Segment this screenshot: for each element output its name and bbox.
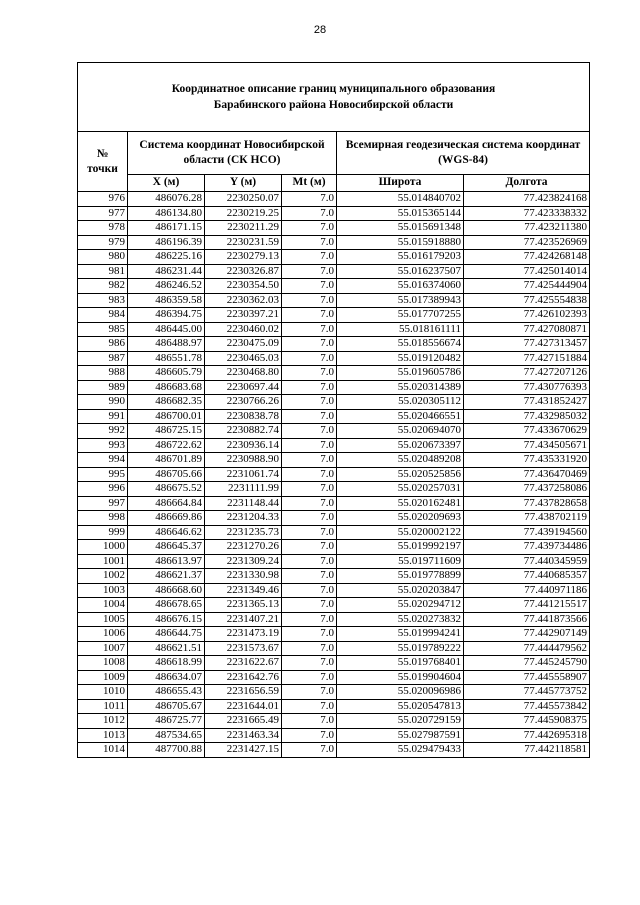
longitude-cell: 77.440345959 — [464, 554, 590, 569]
y-cell: 2231642.76 — [205, 670, 282, 685]
x-cell: 486669.86 — [128, 511, 205, 526]
latitude-cell: 55.019768401 — [337, 656, 464, 671]
y-cell: 2231463.34 — [205, 728, 282, 743]
y-cell: 2231061.74 — [205, 467, 282, 482]
table-row — [78, 380, 590, 395]
mt-cell: 7.0 — [282, 569, 337, 584]
header-wgs-system: Всемирная геодезическая система координат (WGS-84) — [337, 132, 590, 175]
latitude-cell: 55.020525856 — [337, 467, 464, 482]
mt-cell: 7.0 — [282, 670, 337, 685]
x-cell: 487534.65 — [128, 728, 205, 743]
y-cell: 2230766.26 — [205, 395, 282, 410]
table-title-line-2: Барабинского района Новосибирской области — [213, 99, 454, 111]
longitude-cell: 77.427313457 — [464, 337, 590, 352]
table-row — [78, 264, 590, 279]
latitude-cell: 55.014840702 — [337, 192, 464, 207]
point-number-cell: 1008 — [78, 656, 128, 671]
latitude-cell: 55.018161111 — [337, 322, 464, 337]
header-point-number: № точки — [78, 132, 128, 192]
x-cell: 486621.37 — [128, 569, 205, 584]
table-row — [78, 525, 590, 540]
y-cell: 2231644.01 — [205, 699, 282, 714]
table-row — [78, 670, 590, 685]
x-cell: 486655.43 — [128, 685, 205, 700]
longitude-cell: 77.430776393 — [464, 380, 590, 395]
point-number-cell: 983 — [78, 293, 128, 308]
longitude-cell: 77.442907149 — [464, 627, 590, 642]
point-number-cell: 1001 — [78, 554, 128, 569]
mt-cell: 7.0 — [282, 293, 337, 308]
y-cell: 2231365.13 — [205, 598, 282, 613]
coordinates-table — [77, 62, 590, 758]
y-cell: 2230475.09 — [205, 337, 282, 352]
longitude-cell: 77.442118581 — [464, 743, 590, 758]
y-cell: 2231656.59 — [205, 685, 282, 700]
latitude-cell: 55.020305112 — [337, 395, 464, 410]
x-cell: 486664.84 — [128, 496, 205, 511]
point-number-cell: 1000 — [78, 540, 128, 555]
x-cell: 486645.37 — [128, 540, 205, 555]
latitude-cell: 55.017389943 — [337, 293, 464, 308]
longitude-cell: 77.445908375 — [464, 714, 590, 729]
table-row — [78, 743, 590, 758]
table-row — [78, 482, 590, 497]
latitude-cell: 55.015918880 — [337, 235, 464, 250]
y-cell: 2231407.21 — [205, 612, 282, 627]
longitude-cell: 77.423824168 — [464, 192, 590, 207]
mt-cell: 7.0 — [282, 583, 337, 598]
longitude-cell: 77.440685357 — [464, 569, 590, 584]
table-row — [78, 728, 590, 743]
table-row — [78, 337, 590, 352]
y-cell: 2230460.02 — [205, 322, 282, 337]
longitude-cell: 77.445773752 — [464, 685, 590, 700]
point-number-cell: 992 — [78, 424, 128, 439]
y-cell: 2230279.13 — [205, 250, 282, 265]
point-number-cell: 990 — [78, 395, 128, 410]
y-cell: 2230988.90 — [205, 453, 282, 468]
x-cell: 486394.75 — [128, 308, 205, 323]
table-row — [78, 308, 590, 323]
point-number-cell: 1012 — [78, 714, 128, 729]
mt-cell: 7.0 — [282, 308, 337, 323]
longitude-cell: 77.438702119 — [464, 511, 590, 526]
longitude-cell: 77.445245790 — [464, 656, 590, 671]
point-number-cell: 982 — [78, 279, 128, 294]
point-number-cell: 999 — [78, 525, 128, 540]
x-cell: 486488.97 — [128, 337, 205, 352]
header-mt: Mt (м) — [282, 175, 337, 192]
table-body — [78, 192, 590, 758]
table-row — [78, 641, 590, 656]
table-row — [78, 235, 590, 250]
point-number-cell: 980 — [78, 250, 128, 265]
y-cell: 2230697.44 — [205, 380, 282, 395]
point-number-cell: 989 — [78, 380, 128, 395]
mt-cell: 7.0 — [282, 482, 337, 497]
table-row — [78, 424, 590, 439]
latitude-cell: 55.020096986 — [337, 685, 464, 700]
point-number-cell: 976 — [78, 192, 128, 207]
point-number-cell: 996 — [78, 482, 128, 497]
latitude-cell: 55.020257031 — [337, 482, 464, 497]
point-number-cell: 994 — [78, 453, 128, 468]
latitude-cell: 55.018556674 — [337, 337, 464, 352]
latitude-cell: 55.019994241 — [337, 627, 464, 642]
x-cell: 486705.67 — [128, 699, 205, 714]
x-cell: 486725.15 — [128, 424, 205, 439]
point-number-cell: 993 — [78, 438, 128, 453]
point-number-cell: 988 — [78, 366, 128, 381]
y-cell: 2231330.98 — [205, 569, 282, 584]
point-number-cell: 1011 — [78, 699, 128, 714]
y-cell: 2231204.33 — [205, 511, 282, 526]
latitude-cell: 55.019120482 — [337, 351, 464, 366]
x-cell: 486705.66 — [128, 467, 205, 482]
mt-cell: 7.0 — [282, 540, 337, 555]
mt-cell: 7.0 — [282, 743, 337, 758]
y-cell: 2230397.21 — [205, 308, 282, 323]
longitude-cell: 77.425444904 — [464, 279, 590, 294]
table-row — [78, 467, 590, 482]
table-row — [78, 351, 590, 366]
mt-cell: 7.0 — [282, 424, 337, 439]
x-cell: 486618.99 — [128, 656, 205, 671]
point-number-cell: 997 — [78, 496, 128, 511]
longitude-cell: 77.435331920 — [464, 453, 590, 468]
point-number-cell: 978 — [78, 221, 128, 236]
point-number-cell: 1010 — [78, 685, 128, 700]
longitude-cell: 77.433670629 — [464, 424, 590, 439]
point-number-cell: 1007 — [78, 641, 128, 656]
table-row — [78, 540, 590, 555]
longitude-cell: 77.427207126 — [464, 366, 590, 381]
table-row — [78, 279, 590, 294]
mt-cell: 7.0 — [282, 699, 337, 714]
x-cell: 486076.28 — [128, 192, 205, 207]
x-cell: 486359.58 — [128, 293, 205, 308]
y-cell: 2231573.67 — [205, 641, 282, 656]
x-cell: 486646.62 — [128, 525, 205, 540]
x-cell: 486171.15 — [128, 221, 205, 236]
table-row — [78, 221, 590, 236]
table-row — [78, 627, 590, 642]
x-cell: 486668.60 — [128, 583, 205, 598]
y-cell: 2230354.50 — [205, 279, 282, 294]
mt-cell: 7.0 — [282, 496, 337, 511]
point-number-cell: 991 — [78, 409, 128, 424]
longitude-cell: 77.439734486 — [464, 540, 590, 555]
latitude-cell: 55.020466551 — [337, 409, 464, 424]
mt-cell: 7.0 — [282, 264, 337, 279]
latitude-cell: 55.015691348 — [337, 221, 464, 236]
latitude-cell: 55.019904604 — [337, 670, 464, 685]
x-cell: 486613.97 — [128, 554, 205, 569]
latitude-cell: 55.029479433 — [337, 743, 464, 758]
y-cell: 2231111.99 — [205, 482, 282, 497]
table-row — [78, 612, 590, 627]
point-number-cell: 979 — [78, 235, 128, 250]
mt-cell: 7.0 — [282, 206, 337, 221]
mt-cell: 7.0 — [282, 685, 337, 700]
header-latitude: Широта — [337, 175, 464, 192]
longitude-cell: 77.432985032 — [464, 409, 590, 424]
header-y: Y (м) — [205, 175, 282, 192]
x-cell: 486725.77 — [128, 714, 205, 729]
latitude-cell: 55.016179203 — [337, 250, 464, 265]
y-cell: 2230362.03 — [205, 293, 282, 308]
x-cell: 487700.88 — [128, 743, 205, 758]
mt-cell: 7.0 — [282, 612, 337, 627]
longitude-cell: 77.427151884 — [464, 351, 590, 366]
mt-cell: 7.0 — [282, 250, 337, 265]
mt-cell: 7.0 — [282, 641, 337, 656]
latitude-cell: 55.020547813 — [337, 699, 464, 714]
y-cell: 2230465.03 — [205, 351, 282, 366]
y-cell: 2231235.73 — [205, 525, 282, 540]
point-number-cell: 1003 — [78, 583, 128, 598]
point-number-cell: 1013 — [78, 728, 128, 743]
latitude-cell: 55.020203847 — [337, 583, 464, 598]
x-cell: 486231.44 — [128, 264, 205, 279]
longitude-cell: 77.425554838 — [464, 293, 590, 308]
latitude-cell: 55.019605786 — [337, 366, 464, 381]
table-row — [78, 554, 590, 569]
latitude-cell: 55.019992197 — [337, 540, 464, 555]
table-row — [78, 293, 590, 308]
longitude-cell: 77.426102393 — [464, 308, 590, 323]
mt-cell: 7.0 — [282, 554, 337, 569]
x-cell: 486551.78 — [128, 351, 205, 366]
longitude-cell: 77.423338332 — [464, 206, 590, 221]
latitude-cell: 55.019789222 — [337, 641, 464, 656]
point-number-cell: 1009 — [78, 670, 128, 685]
x-cell: 486678.65 — [128, 598, 205, 613]
table-row — [78, 206, 590, 221]
mt-cell: 7.0 — [282, 525, 337, 540]
x-cell: 486634.07 — [128, 670, 205, 685]
point-number-cell: 985 — [78, 322, 128, 337]
longitude-cell: 77.434505671 — [464, 438, 590, 453]
latitude-cell: 55.019778899 — [337, 569, 464, 584]
table-row — [78, 569, 590, 584]
mt-cell: 7.0 — [282, 235, 337, 250]
longitude-cell: 77.425014014 — [464, 264, 590, 279]
header-longitude: Долгота — [464, 175, 590, 192]
longitude-cell: 77.437828658 — [464, 496, 590, 511]
x-cell: 486134.80 — [128, 206, 205, 221]
table-row — [78, 192, 590, 207]
point-number-cell: 987 — [78, 351, 128, 366]
y-cell: 2230838.78 — [205, 409, 282, 424]
mt-cell: 7.0 — [282, 656, 337, 671]
y-cell: 2231473.19 — [205, 627, 282, 642]
mt-cell: 7.0 — [282, 627, 337, 642]
longitude-cell: 77.436470469 — [464, 467, 590, 482]
y-cell: 2230231.59 — [205, 235, 282, 250]
longitude-cell: 77.437258086 — [464, 482, 590, 497]
y-cell: 2230326.87 — [205, 264, 282, 279]
longitude-cell: 77.441215517 — [464, 598, 590, 613]
x-cell: 486225.16 — [128, 250, 205, 265]
x-cell: 486246.52 — [128, 279, 205, 294]
table-row — [78, 322, 590, 337]
table-row — [78, 656, 590, 671]
mt-cell: 7.0 — [282, 351, 337, 366]
x-cell: 486644.75 — [128, 627, 205, 642]
table-title-line-1: Координатное описание границ муниципального образования — [171, 83, 496, 95]
x-cell: 486683.68 — [128, 380, 205, 395]
longitude-cell: 77.445573842 — [464, 699, 590, 714]
mt-cell: 7.0 — [282, 453, 337, 468]
table-row — [78, 409, 590, 424]
longitude-cell: 77.427080871 — [464, 322, 590, 337]
mt-cell: 7.0 — [282, 366, 337, 381]
longitude-cell: 77.423526969 — [464, 235, 590, 250]
table-row — [78, 583, 590, 598]
point-number-cell: 1005 — [78, 612, 128, 627]
table-row — [78, 699, 590, 714]
point-number-cell: 977 — [78, 206, 128, 221]
point-number-cell: 1006 — [78, 627, 128, 642]
point-number-cell: 986 — [78, 337, 128, 352]
latitude-cell: 55.020673397 — [337, 438, 464, 453]
x-cell: 486676.15 — [128, 612, 205, 627]
mt-cell: 7.0 — [282, 438, 337, 453]
mt-cell: 7.0 — [282, 380, 337, 395]
longitude-cell: 77.423211380 — [464, 221, 590, 236]
latitude-cell: 55.027987591 — [337, 728, 464, 743]
y-cell: 2231349.46 — [205, 583, 282, 598]
mt-cell: 7.0 — [282, 728, 337, 743]
mt-cell: 7.0 — [282, 337, 337, 352]
mt-cell: 7.0 — [282, 221, 337, 236]
latitude-cell: 55.020162481 — [337, 496, 464, 511]
table-row — [78, 496, 590, 511]
latitude-cell: 55.020489208 — [337, 453, 464, 468]
y-cell: 2230936.14 — [205, 438, 282, 453]
latitude-cell: 55.015365144 — [337, 206, 464, 221]
header-local-system: Система координат Новосибирской области (СК НСО) — [128, 132, 337, 175]
page-number: 28 — [313, 24, 327, 36]
latitude-cell: 55.019711609 — [337, 554, 464, 569]
longitude-cell: 77.431852427 — [464, 395, 590, 410]
point-number-cell: 1014 — [78, 743, 128, 758]
point-number-cell: 1002 — [78, 569, 128, 584]
longitude-cell: 77.441873566 — [464, 612, 590, 627]
mt-cell: 7.0 — [282, 322, 337, 337]
mt-cell: 7.0 — [282, 598, 337, 613]
y-cell: 2231665.49 — [205, 714, 282, 729]
y-cell: 2230219.25 — [205, 206, 282, 221]
y-cell: 2230882.74 — [205, 424, 282, 439]
latitude-cell: 55.016374060 — [337, 279, 464, 294]
latitude-cell: 55.016237507 — [337, 264, 464, 279]
table-row — [78, 685, 590, 700]
x-cell: 486722.62 — [128, 438, 205, 453]
x-cell: 486701.89 — [128, 453, 205, 468]
y-cell: 2230468.80 — [205, 366, 282, 381]
longitude-cell: 77.439194560 — [464, 525, 590, 540]
latitude-cell: 55.020209693 — [337, 511, 464, 526]
latitude-cell: 55.020314389 — [337, 380, 464, 395]
table-row — [78, 714, 590, 729]
y-cell: 2231427.15 — [205, 743, 282, 758]
latitude-cell: 55.020273832 — [337, 612, 464, 627]
point-number-cell: 998 — [78, 511, 128, 526]
table-row — [78, 511, 590, 526]
point-number-cell: 984 — [78, 308, 128, 323]
latitude-cell: 55.020729159 — [337, 714, 464, 729]
longitude-cell: 77.424268148 — [464, 250, 590, 265]
mt-cell: 7.0 — [282, 395, 337, 410]
x-cell: 486196.39 — [128, 235, 205, 250]
mt-cell: 7.0 — [282, 467, 337, 482]
x-cell: 486682.35 — [128, 395, 205, 410]
longitude-cell: 77.442695318 — [464, 728, 590, 743]
point-number-cell: 1004 — [78, 598, 128, 613]
header-x: X (м) — [128, 175, 205, 192]
latitude-cell: 55.020002122 — [337, 525, 464, 540]
longitude-cell: 77.440971186 — [464, 583, 590, 598]
y-cell: 2230250.07 — [205, 192, 282, 207]
table-row — [78, 366, 590, 381]
mt-cell: 7.0 — [282, 409, 337, 424]
y-cell: 2231309.24 — [205, 554, 282, 569]
latitude-cell: 55.017707255 — [337, 308, 464, 323]
y-cell: 2231148.44 — [205, 496, 282, 511]
longitude-cell: 77.445558907 — [464, 670, 590, 685]
point-number-cell: 981 — [78, 264, 128, 279]
latitude-cell: 55.020294712 — [337, 598, 464, 613]
y-cell: 2230211.29 — [205, 221, 282, 236]
y-cell: 2231270.26 — [205, 540, 282, 555]
point-number-cell: 995 — [78, 467, 128, 482]
mt-cell: 7.0 — [282, 192, 337, 207]
latitude-cell: 55.020694070 — [337, 424, 464, 439]
x-cell: 486700.01 — [128, 409, 205, 424]
table-row — [78, 395, 590, 410]
x-cell: 486605.79 — [128, 366, 205, 381]
table-title — [78, 63, 590, 132]
table-row — [78, 250, 590, 265]
x-cell: 486675.52 — [128, 482, 205, 497]
x-cell: 486445.00 — [128, 322, 205, 337]
mt-cell: 7.0 — [282, 511, 337, 526]
mt-cell: 7.0 — [282, 279, 337, 294]
mt-cell: 7.0 — [282, 714, 337, 729]
table-row — [78, 598, 590, 613]
y-cell: 2231622.67 — [205, 656, 282, 671]
x-cell: 486621.51 — [128, 641, 205, 656]
longitude-cell: 77.444479562 — [464, 641, 590, 656]
table-row — [78, 453, 590, 468]
table-row — [78, 438, 590, 453]
